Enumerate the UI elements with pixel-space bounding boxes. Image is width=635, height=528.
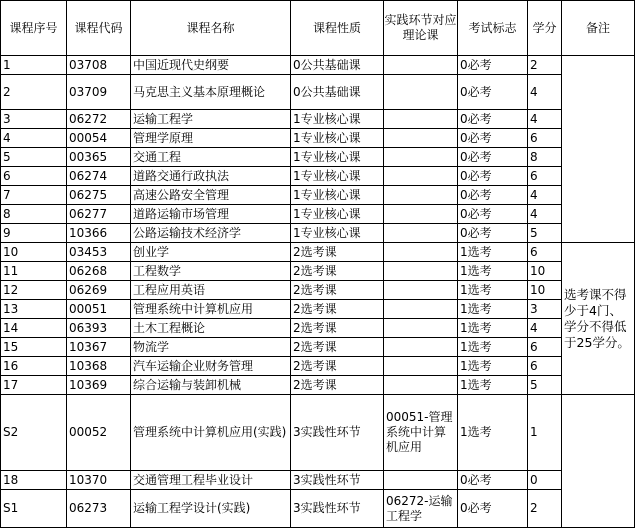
table-row [1, 471, 635, 490]
table-cell: 4 [528, 186, 562, 205]
table-cell: 1 [528, 395, 562, 471]
table-cell [384, 262, 458, 281]
table-cell: 8 [528, 148, 562, 167]
table-cell [384, 186, 458, 205]
table-cell [384, 224, 458, 243]
table-cell: 12 [1, 281, 67, 300]
header-cell: 考试标志 [458, 1, 528, 56]
table-cell: 3实践性环节 [291, 471, 384, 490]
table-cell: 06269 [67, 281, 131, 300]
table-cell: 1选考 [458, 300, 528, 319]
table-cell: 2选考课 [291, 281, 384, 300]
table-cell: 00365 [67, 148, 131, 167]
table-cell: 8 [1, 205, 67, 224]
table-row [1, 167, 635, 186]
table-cell [384, 110, 458, 129]
table-cell: 06275 [67, 186, 131, 205]
table-cell [384, 471, 458, 490]
table-cell: 交通管理工程毕业设计 [131, 471, 291, 490]
table-cell: 6 [528, 243, 562, 262]
table-row [1, 186, 635, 205]
table-cell: 2选考课 [291, 319, 384, 338]
table-cell: 3实践性环节 [291, 490, 384, 528]
table-cell: 1选考 [458, 281, 528, 300]
table-cell: S1 [1, 490, 67, 528]
table-cell: 10367 [67, 338, 131, 357]
table-row [1, 56, 635, 75]
table-cell: 综合运输与装卸机械 [131, 376, 291, 395]
table-row [1, 110, 635, 129]
table-cell: 13 [1, 300, 67, 319]
table-row [1, 148, 635, 167]
table-cell: 2选考课 [291, 338, 384, 357]
table-cell: 2选考课 [291, 376, 384, 395]
table-cell: 5 [528, 376, 562, 395]
table-cell: 6 [528, 129, 562, 148]
remark-note: 选考课不得少于4门、学分不得低于25学分。 [562, 243, 635, 395]
table-cell: 06277 [67, 205, 131, 224]
table-cell: 4 [528, 319, 562, 338]
table-cell: 0必考 [458, 167, 528, 186]
table-cell: 1选考 [458, 357, 528, 376]
table-cell: 0必考 [458, 110, 528, 129]
table-cell: 2选考课 [291, 243, 384, 262]
table-cell: 管理系统中计算机应用(实践) [131, 395, 291, 471]
table-body [1, 56, 635, 528]
header-row [1, 1, 635, 56]
table-cell: 10370 [67, 471, 131, 490]
table-cell: 道路运输市场管理 [131, 205, 291, 224]
table-cell: 11 [1, 262, 67, 281]
note-cell-empty [562, 56, 635, 243]
table-cell [384, 281, 458, 300]
table-cell: 1选考 [458, 376, 528, 395]
table-cell: 06272-运输工程学 [384, 490, 458, 528]
header-cell: 备注 [562, 1, 635, 56]
table-cell: 03453 [67, 243, 131, 262]
table-row [1, 243, 635, 262]
table-cell: 0必考 [458, 490, 528, 528]
table-cell: 06393 [67, 319, 131, 338]
table-row [1, 300, 635, 319]
table-cell: 2选考课 [291, 357, 384, 376]
table-cell: 1专业核心课 [291, 167, 384, 186]
table-cell: 00054 [67, 129, 131, 148]
table-cell: 17 [1, 376, 67, 395]
table-cell: 9 [1, 224, 67, 243]
table-cell [384, 205, 458, 224]
table-cell [384, 376, 458, 395]
table-cell: 管理系统中计算机应用 [131, 300, 291, 319]
table-cell [384, 148, 458, 167]
table-cell [384, 129, 458, 148]
table-cell: 1专业核心课 [291, 110, 384, 129]
table-cell [384, 243, 458, 262]
table-cell: 0必考 [458, 148, 528, 167]
header-cell: 课程性质 [291, 1, 384, 56]
table-cell: 2选考课 [291, 300, 384, 319]
header-cell: 课程代码 [67, 1, 131, 56]
table-cell: 03708 [67, 56, 131, 75]
table-cell: 10369 [67, 376, 131, 395]
table-cell: 00051 [67, 300, 131, 319]
table-cell [384, 338, 458, 357]
table-cell [384, 300, 458, 319]
table-cell: 道路交通行政执法 [131, 167, 291, 186]
table-cell: 6 [528, 338, 562, 357]
table-cell: S2 [1, 395, 67, 471]
table-cell: 0必考 [458, 75, 528, 110]
table-row [1, 490, 635, 528]
table-cell: 1 [1, 56, 67, 75]
table-cell: 18 [1, 471, 67, 490]
table-cell: 管理学原理 [131, 129, 291, 148]
table-cell: 1专业核心课 [291, 148, 384, 167]
table-cell: 06272 [67, 110, 131, 129]
table-row [1, 205, 635, 224]
table-cell: 马克思主义基本原理概论 [131, 75, 291, 110]
table-row [1, 129, 635, 148]
table-cell [384, 56, 458, 75]
table-cell: 00051-管理系统中计算机应用 [384, 395, 458, 471]
table-cell: 1专业核心课 [291, 224, 384, 243]
table-cell: 运输工程学 [131, 110, 291, 129]
table-cell: 工程应用英语 [131, 281, 291, 300]
table-cell: 运输工程学设计(实践) [131, 490, 291, 528]
table-cell: 4 [528, 110, 562, 129]
table-cell: 15 [1, 338, 67, 357]
table-cell: 06273 [67, 490, 131, 528]
table-cell: 3 [1, 110, 67, 129]
table-cell: 4 [528, 75, 562, 110]
table-cell: 6 [1, 167, 67, 186]
header-cell: 课程名称 [131, 1, 291, 56]
table-cell: 1专业核心课 [291, 129, 384, 148]
table-cell: 物流学 [131, 338, 291, 357]
table-cell: 工程数学 [131, 262, 291, 281]
table-cell: 00052 [67, 395, 131, 471]
table-cell: 交通工程 [131, 148, 291, 167]
table-cell: 1专业核心课 [291, 186, 384, 205]
table-cell: 2选考课 [291, 262, 384, 281]
table-row [1, 281, 635, 300]
table-cell: 3实践性环节 [291, 395, 384, 471]
table-cell: 土木工程概论 [131, 319, 291, 338]
table-cell [384, 75, 458, 110]
note-cell-empty [562, 395, 635, 528]
table-cell: 2 [528, 490, 562, 528]
table-cell: 14 [1, 319, 67, 338]
table-cell: 10368 [67, 357, 131, 376]
table-row [1, 319, 635, 338]
table-cell: 06274 [67, 167, 131, 186]
table-cell: 2 [528, 56, 562, 75]
table-cell: 0必考 [458, 186, 528, 205]
table-cell [384, 167, 458, 186]
table-cell: 0公共基础课 [291, 56, 384, 75]
table-cell: 6 [528, 167, 562, 186]
table-row [1, 357, 635, 376]
table-cell: 0必考 [458, 224, 528, 243]
table-cell: 2 [1, 75, 67, 110]
table-cell: 06268 [67, 262, 131, 281]
table-cell: 6 [528, 357, 562, 376]
table-cell: 高速公路安全管理 [131, 186, 291, 205]
table-row [1, 224, 635, 243]
table-cell: 1专业核心课 [291, 205, 384, 224]
table-row [1, 395, 635, 471]
table-cell: 4 [1, 129, 67, 148]
table-cell: 1选考 [458, 262, 528, 281]
table-cell [384, 357, 458, 376]
table-cell: 0必考 [458, 471, 528, 490]
table-cell: 0必考 [458, 56, 528, 75]
table-cell: 中国近现代史纲要 [131, 56, 291, 75]
header-cell: 实践环节对应理论课 [384, 1, 458, 56]
table-row [1, 262, 635, 281]
table-cell: 0必考 [458, 205, 528, 224]
table-cell: 7 [1, 186, 67, 205]
table-cell: 3 [528, 300, 562, 319]
table-cell: 03709 [67, 75, 131, 110]
table-cell: 0必考 [458, 129, 528, 148]
table-cell: 创业学 [131, 243, 291, 262]
table-cell: 10366 [67, 224, 131, 243]
table-cell: 公路运输技术经济学 [131, 224, 291, 243]
table-cell: 4 [528, 205, 562, 224]
table-cell: 0 [528, 471, 562, 490]
table-cell: 16 [1, 357, 67, 376]
table-cell: 10 [528, 281, 562, 300]
table-cell: 1选考 [458, 243, 528, 262]
table-cell: 汽车运输企业财务管理 [131, 357, 291, 376]
table-cell: 5 [1, 148, 67, 167]
table-cell: 5 [528, 224, 562, 243]
table-cell [384, 319, 458, 338]
table-cell: 1选考 [458, 338, 528, 357]
table-row [1, 338, 635, 357]
table-cell: 10 [528, 262, 562, 281]
table-row [1, 75, 635, 110]
table-cell: 0公共基础课 [291, 75, 384, 110]
table-cell: 1选考 [458, 395, 528, 471]
table-row [1, 376, 635, 395]
header-cell: 课程序号 [1, 1, 67, 56]
header-cell: 学分 [528, 1, 562, 56]
table-cell: 1选考 [458, 319, 528, 338]
table-cell: 10 [1, 243, 67, 262]
